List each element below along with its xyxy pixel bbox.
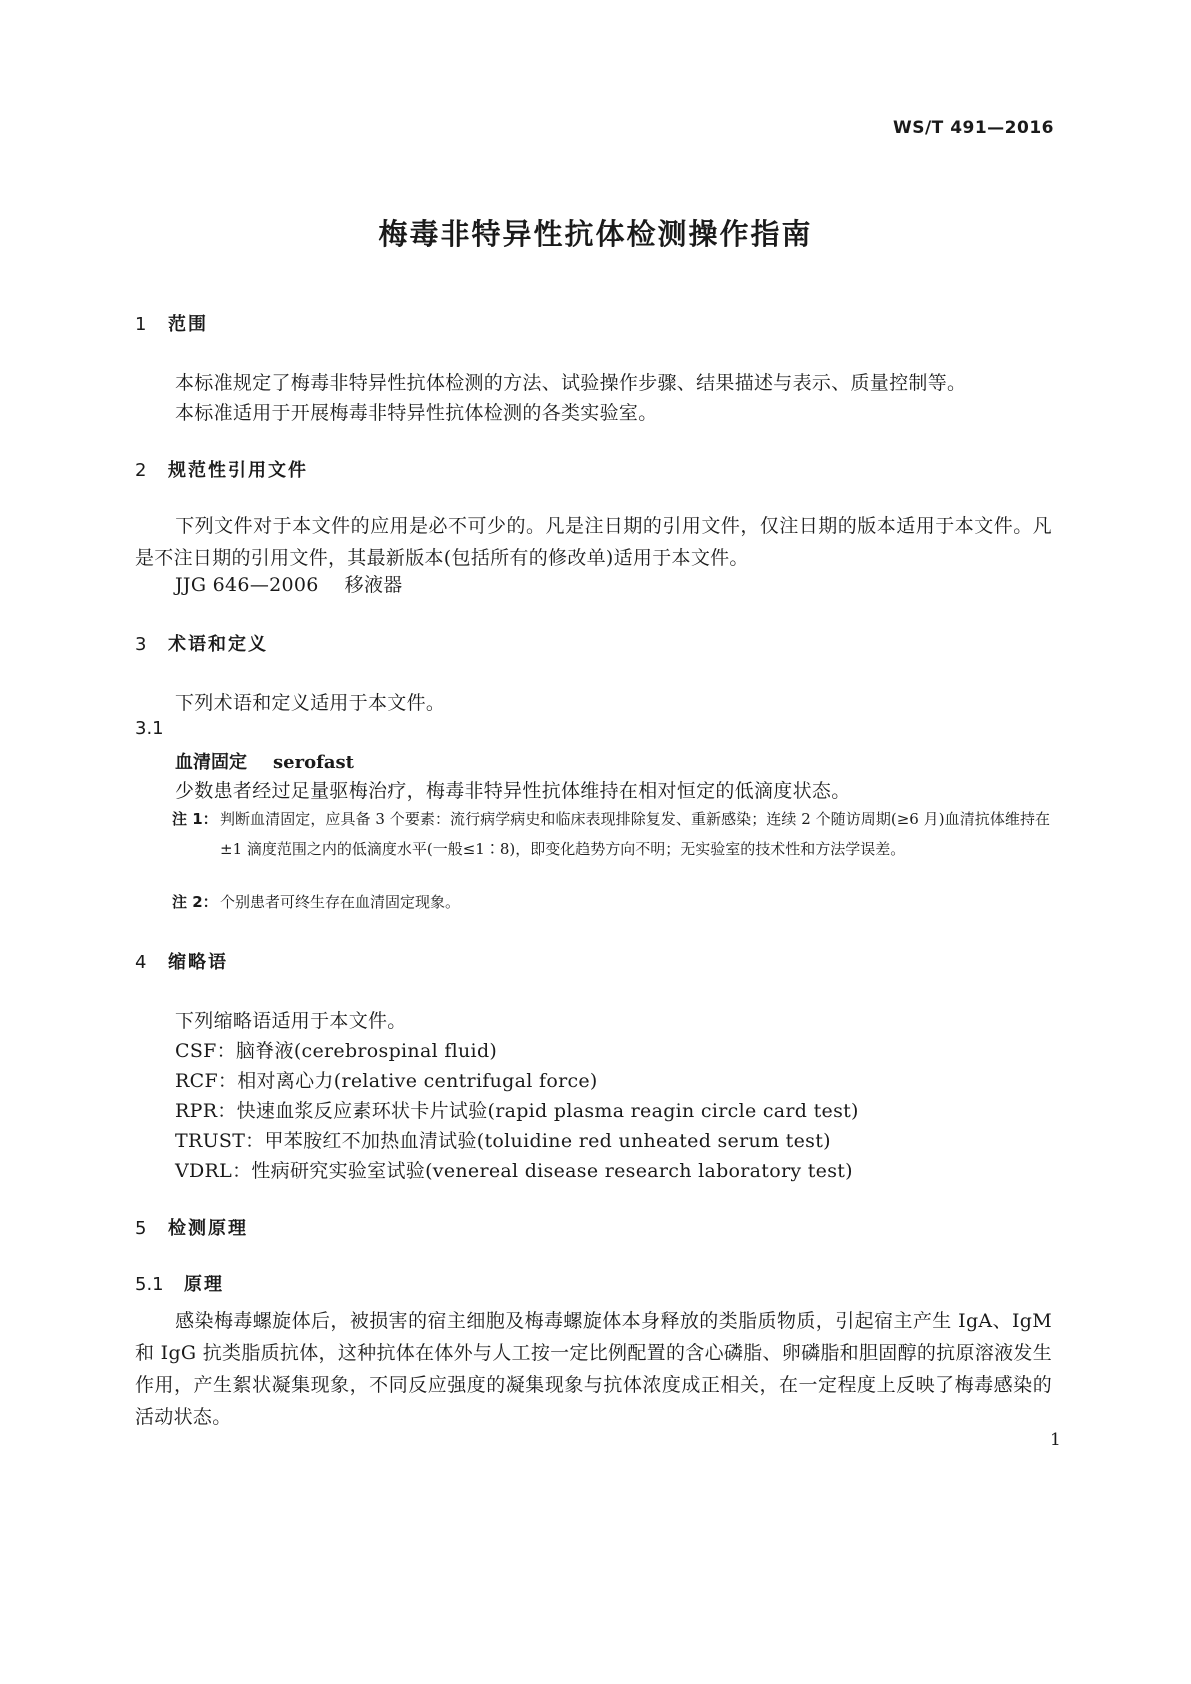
abbreviation-item: RCF：相对离心力(relative centrifugal force) bbox=[175, 1070, 598, 1092]
term-definition: 少数患者经过足量驱梅治疗，梅毒非特异性抗体维持在相对恒定的低滴度状态。 bbox=[175, 780, 851, 802]
section-number: 5 bbox=[135, 1218, 147, 1239]
section-number: 2 bbox=[135, 460, 147, 481]
normative-reference bbox=[175, 570, 403, 597]
note-1 bbox=[172, 804, 1052, 864]
section-3-heading bbox=[135, 630, 268, 656]
note-2 bbox=[172, 887, 1052, 917]
section-title: 检测原理 bbox=[168, 1218, 248, 1239]
term-entry bbox=[175, 748, 354, 774]
reference-code: JJG 646—2006 bbox=[175, 574, 319, 596]
section-1-heading bbox=[135, 310, 208, 336]
subsection-number: 3.1 bbox=[135, 718, 164, 739]
section-title: 缩略语 bbox=[168, 952, 228, 973]
paragraph: 本标准规定了梅毒非特异性抗体检测的方法、试验操作步骤、结果描述与表示、质量控制等。 bbox=[175, 372, 967, 394]
section-number: 4 bbox=[135, 952, 147, 973]
paragraph-text: 感染梅毒螺旋体后，被损害的宿主细胞及梅毒螺旋体本身释放的类脂质物质，引起宿主产生 IgA、IgM 和 IgG 抗类脂质抗体，这种抗体在体外与人工按一定比例配置的含心磷脂、卵磷脂和胆固醇的抗原溶液发生作用，产生絮状凝集现象，不同反应强度的凝集现象与抗体浓度成正相关，在一定程度上反映了梅毒感染的活动状态。 bbox=[135, 1310, 1052, 1428]
abbreviation-item: RPR：快速血浆反应素环状卡片试验(rapid plasma reagin circle card test) bbox=[175, 1100, 859, 1122]
paragraph: 下列缩略语适用于本文件。 bbox=[175, 1010, 407, 1032]
abbreviation-item: TRUST：甲苯胺红不加热血清试验(toluidine red unheated serum test) bbox=[175, 1130, 831, 1152]
note-label: 注 1： bbox=[172, 810, 218, 828]
note-text: 个别患者可终生存在血清固定现象。 bbox=[220, 893, 461, 911]
paragraph: 下列术语和定义适用于本文件。 bbox=[175, 692, 446, 714]
section-4-heading bbox=[135, 948, 228, 974]
page-number: 1 bbox=[1050, 1430, 1061, 1450]
note-text: 判断血清固定，应具备 3 个要素：流行病学病史和临床表现排除复发、重新感染；连续 2 个随访周期(≥6 月)血清抗体维持在±1 滴度范围之内的低滴度水平(一般≤1∶8)，即变化趋势方向不明；无实验室的技术性和方法学误差。 bbox=[220, 810, 1050, 858]
paragraph: 本标准适用于开展梅毒非特异性抗体检测的各类实验室。 bbox=[175, 402, 658, 424]
paragraph bbox=[135, 510, 1052, 574]
subsection-title: 原理 bbox=[184, 1274, 224, 1295]
document-title: 梅毒非特异性抗体检测操作指南 bbox=[378, 217, 813, 251]
term-english: serofast bbox=[273, 752, 354, 773]
paragraph-text: 下列文件对于本文件的应用是必不可少的。凡是注日期的引用文件，仅注日期的版本适用于本文件。凡是不注日期的引用文件，其最新版本(包括所有的修改单)适用于本文件。 bbox=[135, 515, 1052, 569]
standard-code: WS/T 491—2016 bbox=[892, 118, 1054, 138]
section-2-heading bbox=[135, 456, 308, 482]
section-number: 1 bbox=[135, 314, 147, 335]
subsection-5-1-heading bbox=[135, 1270, 224, 1296]
section-title: 规范性引用文件 bbox=[168, 460, 308, 481]
abbreviation-item: CSF：脑脊液(cerebrospinal fluid) bbox=[175, 1040, 498, 1062]
section-title: 术语和定义 bbox=[168, 634, 268, 655]
reference-name: 移液器 bbox=[344, 574, 403, 596]
section-5-heading bbox=[135, 1214, 248, 1240]
abbreviation-item: VDRL：性病研究实验室试验(venereal disease research laboratory test) bbox=[175, 1160, 853, 1182]
term-chinese: 血清固定 bbox=[175, 752, 247, 773]
paragraph bbox=[135, 1305, 1052, 1433]
note-label: 注 2： bbox=[172, 893, 218, 911]
section-title: 范围 bbox=[168, 314, 208, 335]
subsection-number: 5.1 bbox=[135, 1274, 164, 1295]
section-number: 3 bbox=[135, 634, 147, 655]
